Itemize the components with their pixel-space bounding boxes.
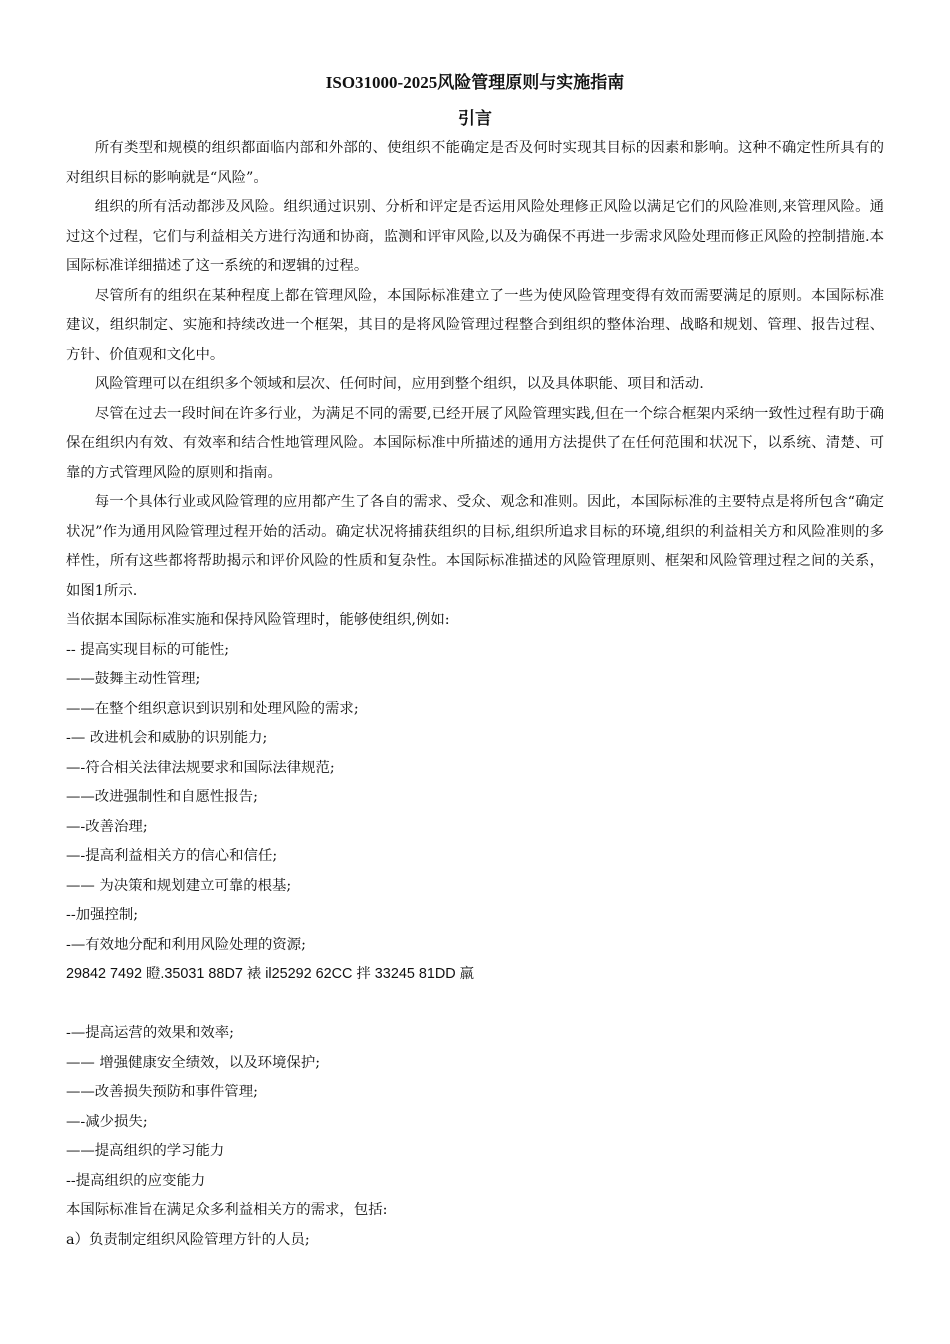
list-item: --加强控制; <box>66 907 139 923</box>
list-item: ——鼓舞主动性管理; <box>66 671 201 687</box>
list-item: —-提高利益相关方的信心和信任; <box>66 848 278 864</box>
paragraph: 尽管所有的组织在某种程度上都在管理风险，本国际标准建立了一些为使风险管理变得有效而需要满足的原则。本国际标准建议，组织制定、实施和持续改进一个框架，其目的是将风险管理过程整合到组织的整体治理、战略和规划、管理、报告过程、方针、价值观和文化中。 <box>66 287 884 363</box>
list-item: —-符合相关法律法规要求和国际法律规范; <box>66 759 335 776</box>
intro-line: 当依据本国际标准实施和保持风险管理时，能够使组织,例如: <box>66 612 450 628</box>
blank-line <box>66 990 884 1020</box>
document-title: ISO31000-2025风险管理原则与实施指南 <box>325 73 625 92</box>
list-item: --提高组织的应变能力 <box>66 1172 206 1189</box>
list-item: -— 改进机会和威胁的识别能力; <box>66 730 268 746</box>
paragraph: 每一个具体行业或风险管理的应用都产生了各自的需求、受众、观念和准则。因此，本国际标准的主要特点是将所包含“确定状况”作为通用风险管理过程开始的活动。确定状况将捕获组织的目标,组织所追求目标的环境,组织的利益相关方和风险准则的多样性，所有这些都将帮助揭示和评价风险的性质和复杂性。本国际标准描述的风险管理原则、框架和风险管理过程之间的关系，如图1所示. <box>66 494 884 599</box>
list-item: ——改进强制性和自愿性报告; <box>66 789 258 805</box>
document-page <box>66 70 884 1255</box>
list-item: -- 提高实现目标的可能性; <box>66 641 230 658</box>
list-item: —-改善治理; <box>66 818 148 835</box>
paragraph: 所有类型和规模的组织都面临内部和外部的、使组织不能确定是否及何时实现其目标的因素和影响。这种不确定性所具有的对组织目标的影响就是“风险”。 <box>66 140 884 186</box>
list-item: —-减少损失; <box>66 1113 148 1130</box>
list-item: -—提高运营的效果和效率; <box>66 1025 235 1041</box>
list-item: ——在整个组织意识到识别和处理风险的需求; <box>66 700 359 717</box>
section-heading: 引言 <box>458 109 492 129</box>
list-item: ——提高组织的学习能力 <box>66 1143 225 1159</box>
paragraph: 风险管理可以在组织多个领域和层次、任何时间，应用到整个组织，以及具体职能、项目和活动. <box>94 376 704 392</box>
list-item: —— 为决策和规划建立可靠的根基; <box>66 877 292 894</box>
paragraph: 尽管在过去一段时间在许多行业，为满足不同的需要,已经开展了风险管理实践,但在一个综合框架内采纳一致性过程有助于确保在组织内有效、有效率和结合性地管理风险。本国际标准中所描述的通用方法提供了在任何范围和状况下，以系统、清楚、可靠的方式管理风险的原则和指南。 <box>66 405 884 481</box>
list-item: —— 增强健康安全绩效，以及环境保护; <box>66 1054 321 1071</box>
garbled-text-line: 29842 7492 瞪.35031 88D7 裱 il25292 62CC 拌 33245 81DD 羸 <box>66 966 475 982</box>
list-item: -—有效地分配和利用风险处理的资源; <box>66 936 306 953</box>
closing-line: 本国际标准旨在满足众多利益相关方的需求，包括: <box>66 1202 388 1218</box>
list-item-a: a）负责制定组织风险管理方针的人员; <box>66 1231 310 1248</box>
paragraph: 组织的所有活动都涉及风险。组织通过识别、分析和评定是否运用风险处理修正风险以满足它们的风险准则,来管理风险。通过这个过程，它们与利益相关方进行沟通和协商，监测和评审风险,以及为确保不再进一步需求风险处理而修正风险的控制措施.本国际标准详细描述了这一系统的和逻辑的过程。 <box>66 199 884 274</box>
list-item: ——改善损失预防和事件管理; <box>66 1084 258 1100</box>
